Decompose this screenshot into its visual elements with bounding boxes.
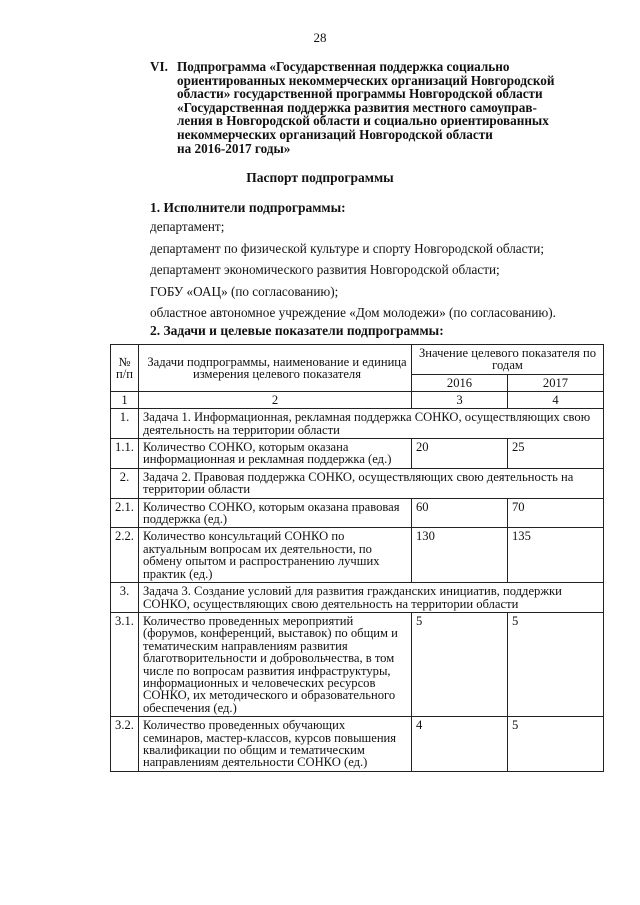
section-title-line: на 2016-2017 годы» [177,140,291,156]
indicator-row [111,498,604,528]
value-2017: 70 [508,498,604,528]
row-number: 3. [111,583,139,613]
indicator-text: Количество СОНКО, которым оказана информационная и рекламная поддержка (ед.) [139,439,412,469]
section-title-line: ориентированных некоммерческих организаций Новгородской [177,72,555,88]
row-number: 1. [111,409,139,439]
executors-heading: 1. Исполнители подпрограммы: [150,200,346,215]
indicator-row [111,612,604,716]
indicator-text: Количество проведенных обучающих семинаров, мастер-классов, курсов повышения квалификации по общим и тематическим направлениям деятельности СОНКО (ед.) [139,717,412,772]
row-number: 3.2. [111,717,139,772]
value-2016: 60 [412,498,508,528]
task-text: Задача 2. Правовая поддержка СОНКО, осуществляющих свою деятельность на территории области [139,468,604,498]
column-numbers-row [111,392,604,409]
value-2017: 25 [508,439,604,469]
header-num: № п/п [111,345,139,392]
indicator-text: Количество проведенных мероприятий (форумов, конференций, выставок) по общим и тематическим направлениям развития благотворительности и добровольчества, в том числе по вопросам развития инфраструктуры, информационных и человеческих ресурсов СОНКО, их методического и образовательного обеспечения (ед.) [139,612,412,716]
value-2016: 5 [412,612,508,716]
indicator-row [111,439,604,469]
column-number: 4 [508,392,604,409]
value-2017: 5 [508,717,604,772]
value-2017: 5 [508,612,604,716]
page-number: 28 [313,30,327,45]
row-number: 3.1. [111,612,139,716]
row-number: 1.1. [111,439,139,469]
task-text: Задача 1. Информационная, рекламная поддержка СОНКО, осуществляющих свою деятельность на территории области [139,409,604,439]
task-text: Задача 3. Создание условий для развития гражданских инициатив, поддержки СОНКО, осуществляющих свою деятельность на территории области [139,583,604,613]
header-year-2016: 2016 [412,374,508,391]
executor-item: ГОБУ «ОАЦ» (по согласованию); [150,283,339,299]
column-number: 1 [111,392,139,409]
row-number: 2.1. [111,498,139,528]
section-title-line: «Государственная поддержка развития местного самоуправ- [177,99,537,115]
indicator-text: Количество консультаций СОНКО по актуальным вопросам их деятельности, по обмену опытом и распространению лучших практик (ед.) [139,528,412,583]
task-row [111,409,604,439]
section-title-line: некоммерческих организаций Новгородской области [177,126,493,142]
executor-item: департамент; [150,219,225,234]
passport-title: Паспорт подпрограммы [246,170,394,185]
value-2016: 130 [412,528,508,583]
value-2017: 135 [508,528,604,583]
indicator-row [111,528,604,583]
executor-item: департамент экономического развития Новгородской области; [150,262,500,277]
task-row [111,583,604,613]
executor-item: департамент по физической культуре и спорту Новгородской области; [150,240,544,256]
section-title [150,60,620,155]
section-title-line: ления в Новгородской области и социально ориентированных [177,113,549,129]
column-number: 2 [139,392,412,409]
header-value-group: Значение целевого показателя по годам [412,345,604,375]
section-roman-numeral: VI. [150,59,168,74]
executor-item: областное автономное учреждение «Дом молодежи» (по согласованию). [150,305,556,320]
section-title-line: Подпрограмма «Государственная поддержка социально [177,59,510,74]
indicator-row [111,717,604,772]
executors-list [150,216,620,324]
tasks-table [110,344,604,772]
tasks-heading: 2. Задачи и целевые показатели подпрограммы: [150,323,444,338]
task-row [111,468,604,498]
header-task: Задачи подпрограммы, наименование и единица измерения целевого показателя [139,345,412,392]
indicator-text: Количество СОНКО, которым оказана правовая поддержка (ед.) [139,498,412,528]
column-number: 3 [412,392,508,409]
row-number: 2. [111,468,139,498]
value-2016: 4 [412,717,508,772]
section-title-line: области» государственной программы Новгородской области [177,86,543,102]
header-year-2017: 2017 [508,374,604,391]
table-header-row [111,345,604,375]
value-2016: 20 [412,439,508,469]
row-number: 2.2. [111,528,139,583]
